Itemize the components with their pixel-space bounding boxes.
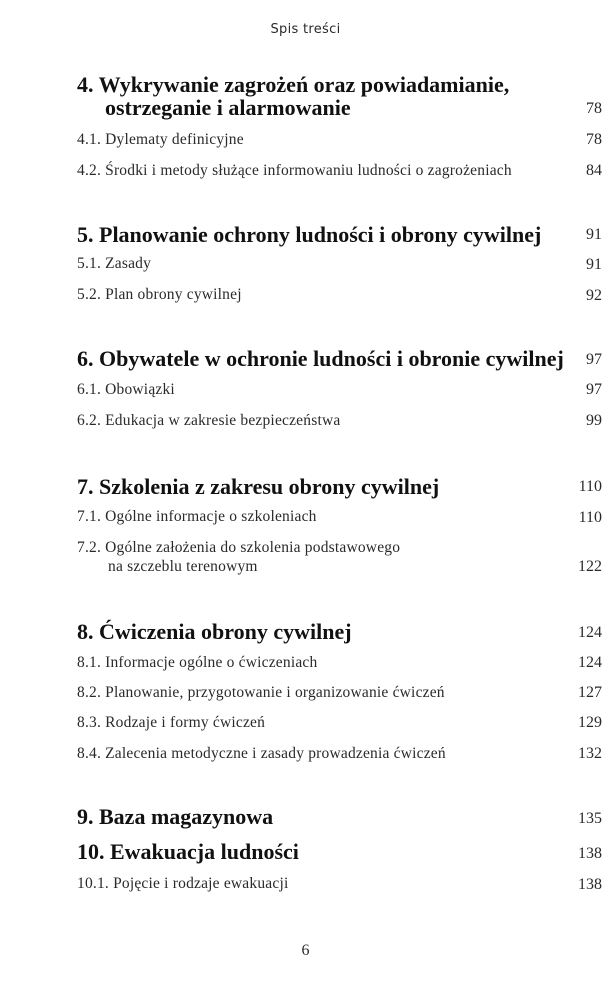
chapter-6-title: 6. Obywatele w ochronie ludności i obronie cywilnej [77, 346, 564, 371]
chapter-5-title: 5. Planowanie ochrony ludności i obrony cywilnej [77, 222, 542, 247]
chapter-10-title: 10. Ewakuacja ludności [77, 839, 299, 864]
toc-entry-6-1-page: 97 [586, 381, 602, 398]
toc-entry-5-2: 5.2. Plan obrony cywilnej [77, 286, 242, 303]
toc-entry-8-2-page: 127 [578, 684, 602, 701]
toc-entry-5-1-page: 91 [586, 256, 602, 273]
chapter-10-page: 138 [578, 845, 602, 862]
running-head: Spis treści [270, 22, 341, 37]
toc-entry-7-1-page: 110 [578, 509, 602, 526]
toc-entry-6-2-page: 99 [586, 412, 602, 429]
toc-entry-5-2-page: 92 [586, 287, 602, 304]
chapter-4-title-line2: ostrzeganie i alarmowanie [105, 95, 351, 120]
toc-entry-7-1: 7.1. Ogólne informacje o szkoleniach [77, 508, 317, 525]
toc-entry-4-1: 4.1. Dylematy definicyjne [77, 131, 244, 148]
chapter-6-page: 97 [586, 351, 602, 368]
toc-entry-7-2-line1: 7.2. Ogólne założenia do szkolenia podstawowego [77, 539, 401, 556]
toc-entry-10-1-page: 138 [578, 876, 602, 893]
toc-entry-4-2-page: 84 [586, 162, 602, 179]
toc-entry-7-2 [77, 538, 400, 576]
toc-entry-8-2: 8.2. Planowanie, przygotowanie i organizowanie ćwiczeń [77, 684, 445, 701]
chapter-7-page: 110 [578, 478, 602, 495]
chapter-4-title [77, 73, 509, 119]
toc-entry-5-1: 5.1. Zasady [77, 255, 152, 272]
page-number: 6 [301, 942, 310, 959]
toc-entry-8-4: 8.4. Zalecenia metodyczne i zasady prowadzenia ćwiczeń [77, 745, 446, 762]
chapter-5-page: 91 [586, 226, 602, 243]
toc-entry-7-2-line2: na szczeblu terenowym [108, 558, 258, 575]
chapter-9-page: 135 [578, 810, 602, 827]
chapter-4-title-line1: 4. Wykrywanie zagrożeń oraz powiadamianie, [77, 72, 510, 97]
chapter-8-page: 124 [578, 624, 602, 641]
toc-entry-6-1: 6.1. Obowiązki [77, 381, 175, 398]
chapter-7-title: 7. Szkolenia z zakresu obrony cywilnej [77, 474, 440, 499]
chapter-8-title: 8. Ćwiczenia obrony cywilnej [77, 619, 352, 644]
toc-entry-8-3-page: 129 [578, 714, 602, 731]
toc-entry-4-2: 4.2. Środki i metody służące informowaniu ludności o zagrożeniach [77, 162, 512, 179]
toc-entry-7-2-page: 122 [578, 558, 602, 575]
toc-entry-8-4-page: 132 [578, 745, 602, 762]
toc-entry-8-3: 8.3. Rodzaje i formy ćwiczeń [77, 714, 266, 731]
chapter-4-page: 78 [586, 100, 602, 117]
toc-entry-6-2: 6.2. Edukacja w zakresie bezpieczeństwa [77, 412, 341, 429]
toc-entry-4-1-page: 78 [586, 131, 602, 148]
chapter-9-title: 9. Baza magazynowa [77, 804, 274, 829]
toc-entry-8-1-page: 124 [578, 654, 602, 671]
toc-entry-10-1: 10.1. Pojęcie i rodzaje ewakuacji [77, 875, 289, 892]
toc-entry-8-1: 8.1. Informacje ogólne o ćwiczeniach [77, 654, 318, 671]
